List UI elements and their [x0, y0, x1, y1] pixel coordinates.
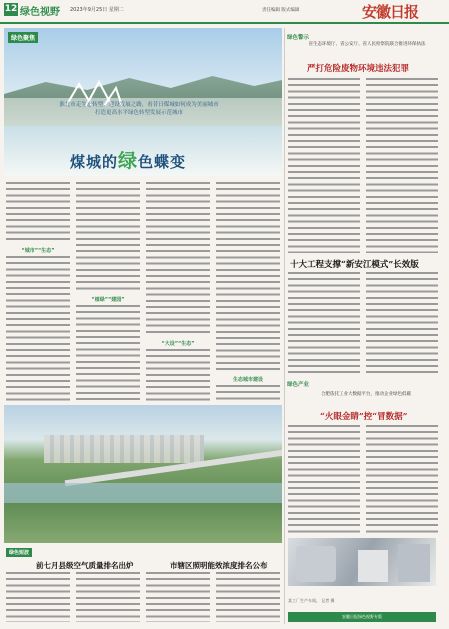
- article-column-1a: [6, 182, 70, 242]
- column-divider: [284, 28, 285, 624]
- city-aerial-photo: [4, 405, 282, 543]
- editors-line: 责任编辑 版式编辑: [262, 8, 300, 13]
- short-news-title-left: 前七月县级空气质量排名出炉: [36, 561, 134, 570]
- short-news-col-3: [146, 572, 210, 622]
- right-article2-col-2: [366, 272, 438, 374]
- subhead-tag-4: 生态城市建设: [232, 377, 263, 383]
- article-column-3a: [146, 182, 210, 337]
- right-section-label: 绿色警示: [287, 35, 310, 41]
- short-news-col-2: [76, 572, 140, 622]
- right-subtitle: 省生态环境厅、省公安厅、省人民检察院联合推进环保执法: [308, 42, 426, 47]
- right-article3-col-1: [288, 425, 360, 533]
- article-column-4b: [216, 385, 280, 401]
- headline-part2: 色蝶变: [138, 153, 187, 171]
- feature-subtitle-line2: 打造更高水平绿色转型发展示范城市: [94, 110, 183, 116]
- right-section-label-2: 绿色产业: [287, 382, 310, 388]
- article-column-4a: [216, 182, 280, 372]
- right-headline-3: “火眼金睛”控“冒数据”: [320, 412, 408, 422]
- section-title: 绿色视野: [20, 7, 60, 18]
- right-article3-col-2: [366, 425, 438, 533]
- article-column-3b: [146, 349, 210, 401]
- subhead-tag-1: “城市”“生态”: [21, 248, 55, 254]
- short-news-label: 绿色短波: [6, 548, 32, 557]
- headline-part1: 煤城的: [70, 153, 119, 171]
- page-footer-bar: 安徽日报绿色视野专版: [288, 612, 436, 622]
- right-article2-col-1: [288, 272, 360, 374]
- article-column-2a: [76, 182, 140, 292]
- newspaper-brand: 安徽日报: [362, 3, 419, 21]
- subhead-tag-3: “大设”“生态”: [161, 341, 195, 347]
- feature-subtitle-line1: 淮北市走生态转型、建设发展之路，看昔日煤城如何成为美丽城市: [59, 102, 219, 108]
- article-column-2b: [76, 305, 140, 401]
- feature-subtitle: [16, 101, 262, 117]
- date-line: 2023年9月25日 星期二: [70, 7, 124, 13]
- headline-green: 绿: [118, 150, 139, 172]
- subhead-tag-2: “植绿”“建园”: [91, 297, 125, 303]
- short-news-title-right: 市辖区照明能效浓度排名公布: [170, 561, 268, 570]
- feature-section-label: 绿色聚焦: [8, 32, 38, 43]
- header-rule: [0, 22, 449, 24]
- right-subtitle-2: 合肥依托工业大数据平台，推动企业绿色低碳: [321, 392, 411, 397]
- right-headline-2: 十大工程支撑“新安江模式”长效版: [290, 260, 419, 270]
- photo-caption: 某工厂生产车间。 记者 摄: [288, 598, 335, 603]
- right-article-col-1: [288, 78, 360, 253]
- right-headline: 严打危险废物环境违法犯罪: [307, 64, 410, 74]
- feature-headline: [70, 146, 186, 173]
- page-number: 12: [4, 4, 18, 14]
- article-column-1b: [6, 256, 70, 401]
- right-article-col-2: [366, 78, 438, 253]
- short-news-col-4: [216, 572, 280, 622]
- factory-photo: [288, 538, 436, 586]
- short-news-col-1: [6, 572, 70, 622]
